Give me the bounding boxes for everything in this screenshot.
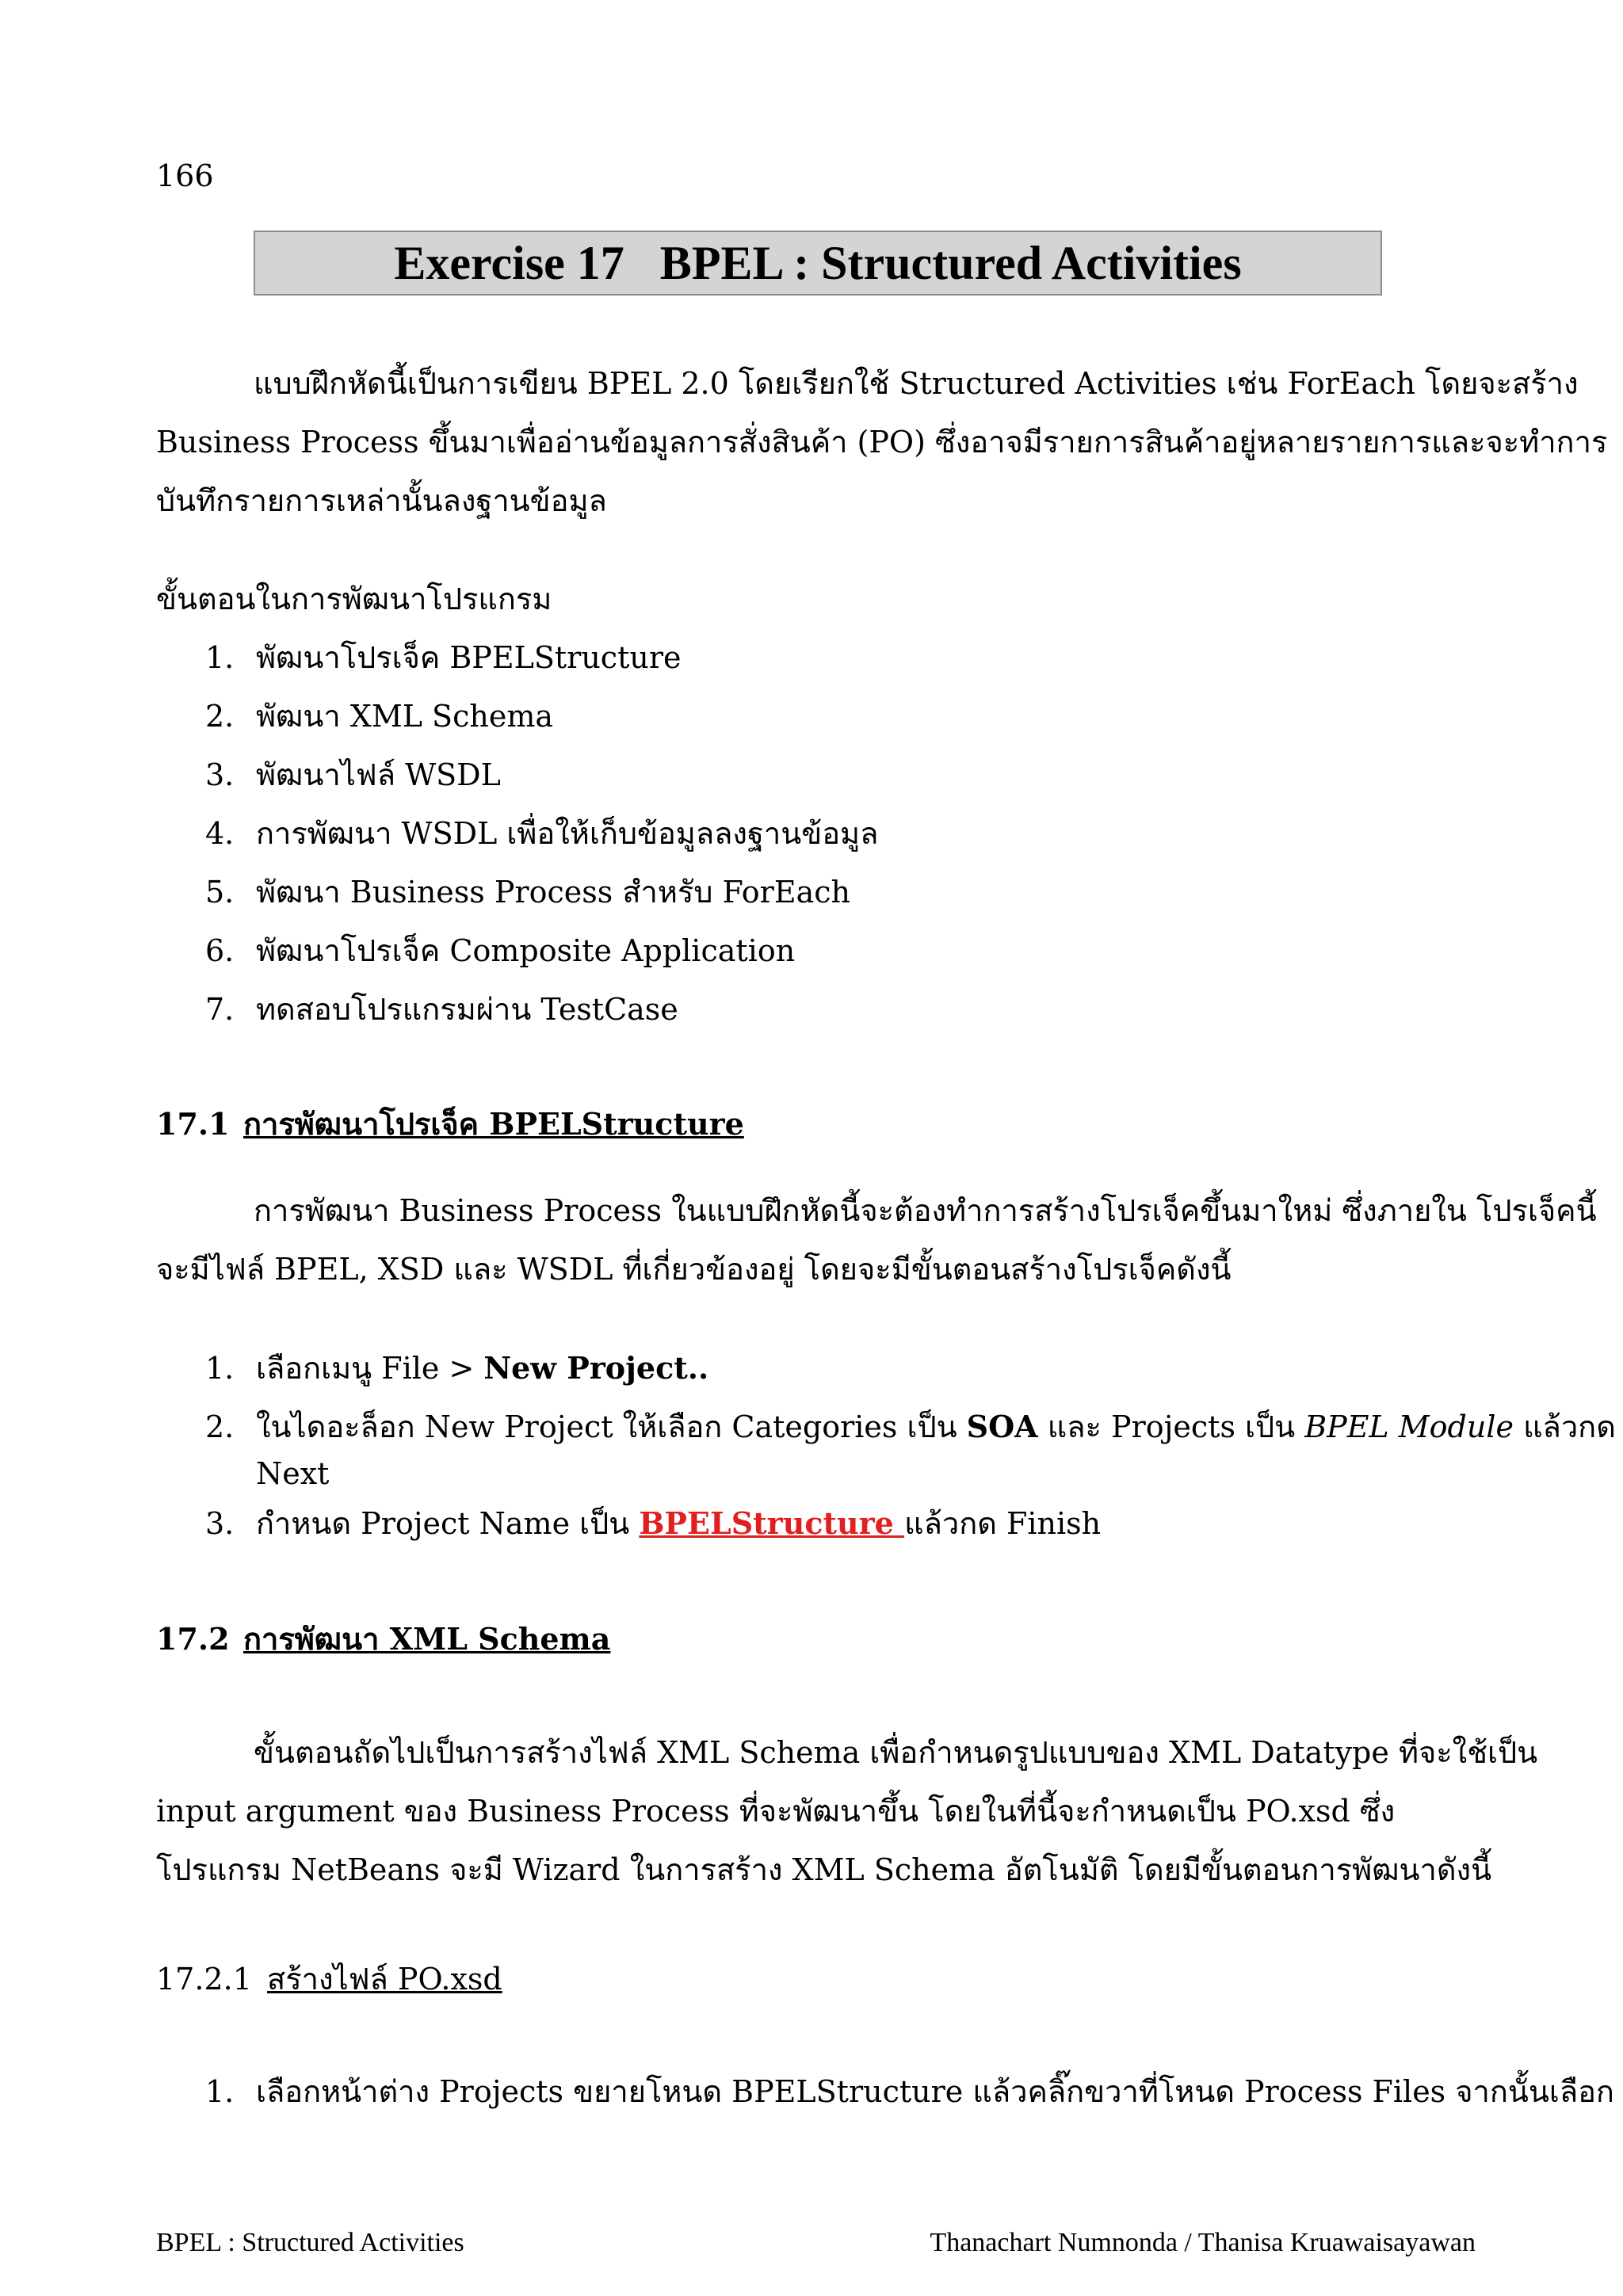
list-item-number: 6. xyxy=(205,933,235,968)
list-item-number: 1. xyxy=(205,2074,235,2109)
list-item-text: เลือกหน้าต่าง Projects ขยายโหนด BPELStructure แล้วคลิ๊กขวาที่โหนด Process Files จากนั้นเลือก xyxy=(256,2074,1614,2109)
steps-heading: ขั้นตอนในการพัฒนาโปรแกรม xyxy=(156,582,552,616)
list-item xyxy=(205,933,795,970)
list-item xyxy=(205,992,678,1028)
section-title: สร้างไฟล์ PO.xsd xyxy=(267,1962,502,1997)
list-item-text: พัฒนาโปรเจ็ค BPELStructure xyxy=(256,640,682,675)
list-item-text: พัฒนา Business Process สำหรับ ForEach xyxy=(256,875,850,910)
list-item-text: แล้วกด xyxy=(1513,1409,1616,1444)
footer-right: Thanachart Numnonda / Thanisa Kruawaisayawan xyxy=(930,2228,1476,2257)
list-item-number: 1. xyxy=(205,640,235,675)
list-item-text: แล้วกด Finish xyxy=(904,1506,1102,1541)
section-number: 17.2.1 xyxy=(156,1962,252,1997)
list-item xyxy=(205,875,850,911)
list-item-text: ในไดอะล็อก New Project ให้เลือก Categories เป็น xyxy=(256,1409,967,1444)
section-heading-17-2 xyxy=(156,1621,610,1657)
list-item-text: พัฒนาโปรเจ็ค Composite Application xyxy=(256,933,796,968)
section-title: การพัฒนาโปรเจ็ค BPELStructure xyxy=(243,1106,744,1142)
intro-line-2: Business Process ขึ้นมาเพื่ออ่านข้อมูลการสั่งสินค้า (PO) ซึ่งอาจมีรายการสินค้าอยู่หลายรายการและจะทำการ xyxy=(156,425,1608,460)
list-item-text: ทดสอบโปรแกรมผ่าน TestCase xyxy=(256,992,678,1027)
list-item xyxy=(205,1505,1101,1543)
list-item-number: 4. xyxy=(205,816,235,851)
section-17-2-para-line-3: โปรแกรม NetBeans จะมี Wizard ในการสร้าง XML Schema อัตโนมัติ โดยมีขั้นตอนการพัฒนาดังนี้ xyxy=(156,1852,1492,1887)
section-17-1-para-line-2: จะมีไฟล์ BPEL, XSD และ WSDL ที่เกี่ยวข้องอยู่ โดยจะมีขั้นตอนสร้างโปรเจ็คดังนี้ xyxy=(156,1252,1232,1287)
list-item xyxy=(205,1350,708,1387)
intro-line-1: แบบฝึกหัดนี้เป็นการเขียน BPEL 2.0 โดยเรียกใช้ Structured Activities เช่น ForEach โดยจะสร้าง xyxy=(254,366,1579,401)
exercise-title: Exercise 17 BPEL : Structured Activities xyxy=(394,236,1242,289)
list-item-number: 3. xyxy=(205,1506,235,1541)
section-number: 17.1 xyxy=(156,1106,230,1142)
list-item-bold: New Project.. xyxy=(483,1350,709,1386)
list-item xyxy=(205,1409,1616,1446)
list-item-text: เลือกเมนู File > xyxy=(256,1351,484,1386)
list-item xyxy=(205,2074,1614,2111)
list-item-text: การพัฒนา WSDL เพื่อให้เก็บข้อมูลลงฐานข้อมูล xyxy=(256,816,879,851)
footer-left: BPEL : Structured Activities xyxy=(156,2228,464,2257)
section-17-1-para-line-1: การพัฒนา Business Process ในแบบฝึกหัดนี้จะต้องทำการสร้างโปรเจ็คขึ้นมาใหม่ ซึ่งภายใน โปรเจ็คนี้ xyxy=(254,1193,1597,1228)
list-item-bold: SOA xyxy=(966,1409,1038,1444)
list-item xyxy=(205,757,501,794)
list-item-number: 2. xyxy=(205,699,235,734)
list-item xyxy=(205,640,681,677)
section-title: การพัฒนา XML Schema xyxy=(243,1621,611,1657)
intro-line-3: บันทึกรายการเหล่านั้นลงฐานข้อมูล xyxy=(156,483,607,518)
section-number: 17.2 xyxy=(156,1621,230,1657)
list-item-text: และ Projects เป็น xyxy=(1037,1409,1305,1444)
section-17-2-para-line-2: input argument ของ Business Process ที่จะพัฒนาขึ้น โดยในที่นี้จะกำหนดเป็น PO.xsd ซึ่ง xyxy=(156,1794,1396,1829)
list-item-number: 7. xyxy=(205,992,235,1027)
list-item xyxy=(205,816,878,852)
list-item-italic: BPEL Module xyxy=(1304,1409,1514,1444)
list-item-number: 2. xyxy=(205,1409,235,1444)
list-item xyxy=(205,699,553,735)
list-item-number: 3. xyxy=(205,757,235,792)
project-name-link[interactable]: BPELStructure xyxy=(639,1505,905,1541)
section-heading-17-2-1 xyxy=(156,1962,502,1998)
list-item-text: พัฒนา XML Schema xyxy=(256,699,554,734)
list-item-text: กำหนด Project Name เป็น xyxy=(256,1506,640,1541)
list-item-continuation: Next xyxy=(256,1456,330,1491)
page-number: 166 xyxy=(156,158,214,193)
list-item-number: 5. xyxy=(205,875,235,910)
list-item-number: 1. xyxy=(205,1351,235,1386)
exercise-title-box xyxy=(254,231,1382,296)
list-item-text: พัฒนาไฟล์ WSDL xyxy=(256,757,501,792)
section-heading-17-1 xyxy=(156,1106,744,1142)
section-17-2-para-line-1: ขั้นตอนถัดไปเป็นการสร้างไฟล์ XML Schema เพื่อกำหนดรูปแบบของ XML Datatype ที่จะใช้เป็น xyxy=(254,1735,1538,1770)
